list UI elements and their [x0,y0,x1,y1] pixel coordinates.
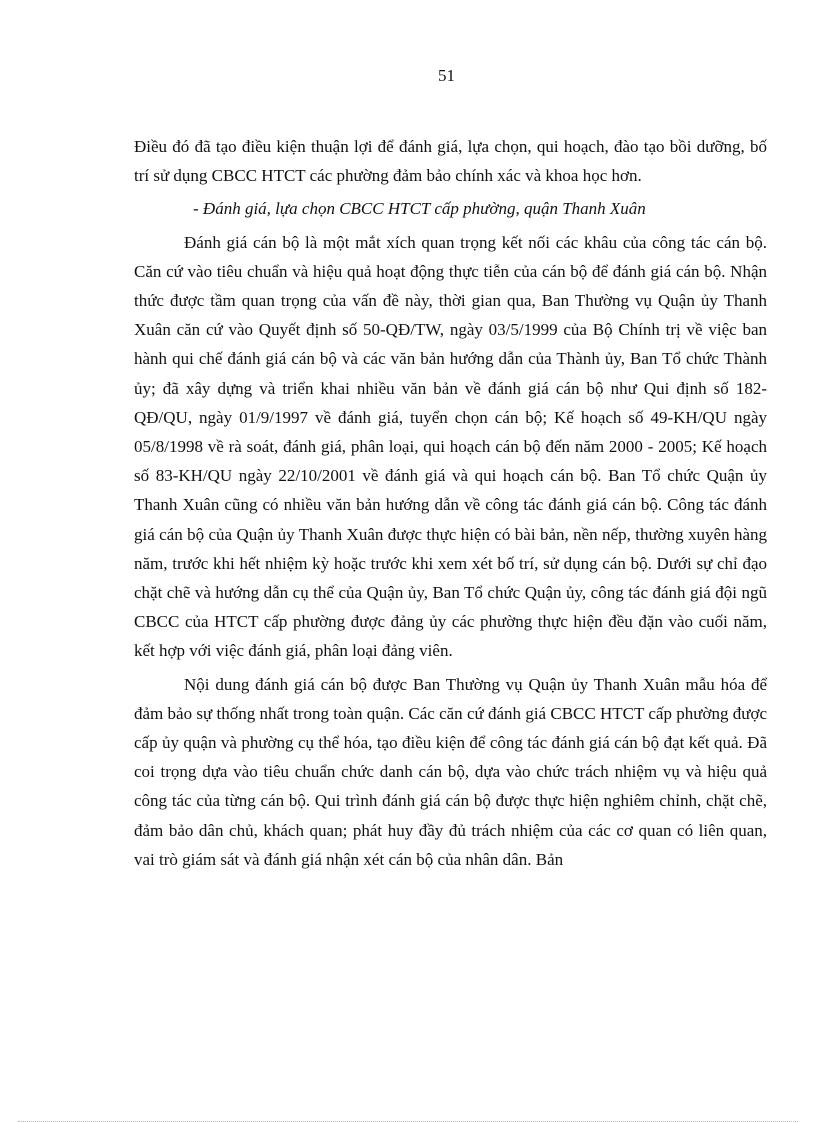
page-number: 51 [438,66,455,85]
section-subheading: - Đánh giá, lựa chọn CBCC HTCT cấp phường, quận Thanh Xuân [193,199,646,219]
paragraph-2: Đánh giá cán bộ là một mắt xích quan trọng kết nối các khâu của công tác cán bộ. Căn cứ vào tiêu chuẩn và hiệu quả hoạt động thực tiễn của cán bộ để đánh giá cán bộ. Nhận thức được tầm quan trọng của vấn đề này, thời gian qua, Ban Thường vụ Quận ủy Thanh Xuân căn cứ vào Quyết định số 50-QĐ/TW, ngày 03/5/1999 của Bộ Chính trị về việc ban hành qui chế đánh giá cán bộ và các văn bản hướng dẫn của Thành ủy, Ban Tổ chức Thành ủy; đã xây dựng và triển khai nhiều văn bản về đánh giá cán bộ như Qui định số 182-QĐ/QU, ngày 01/9/1997 về đánh giá, tuyển chọn cán bộ; Kế hoạch số 49-KH/QU ngày 05/8/1998 về rà soát, đánh giá, phân loại, qui hoạch cán bộ đến năm 2000 - 2005; Kế hoạch số 83-KH/QU ngày 22/10/2001 về đánh giá và qui hoạch cán bộ. Ban Tổ chức Quận ủy Thanh Xuân cũng có nhiều văn bản hướng dẫn về công tác đánh giá cán bộ. Công tác đánh giá cán bộ của Quận ủy Thanh Xuân được thực hiện có bài bản, nền nếp, thường xuyên hàng năm, trước khi hết nhiệm kỳ hoặc trước khi xem xét bố trí, sử dụng cán bộ. Dưới sự chỉ đạo chặt chẽ và hướng dẫn cụ thể của Quận ủy, Ban Tổ chức Quận ủy, công tác đánh giá đội ngũ CBCC của HTCT cấp phường được đảng ủy các phường thực hiện đều đặn vào cuối năm, kết hợp với việc đánh giá, phân loại đảng viên. [134,232,767,661]
document-body [134,132,767,874]
paragraph-3: Nội dung đánh giá cán bộ được Ban Thường vụ Quận ủy Thanh Xuân mẫu hóa để đảm bảo sự thống nhất trong toàn quận. Các căn cứ đánh giá CBCC HTCT cấp phường được cấp ủy quận và phường cụ thể hóa, tạo điều kiện để công tác đánh giá cán bộ đạt kết quả. Đã coi trọng dựa vào tiêu chuẩn chức danh cán bộ, dựa vào chức trách nhiệm vụ và hiệu quả công tác của từng cán bộ. Qui trình đánh giá cán bộ được thực hiện nghiêm chỉnh, chặt chẽ, đảm bảo dân chủ, khách quan; phát huy đầy đủ trách nhiệm của các cơ quan có liên quan, vai trò giám sát và đánh giá nhận xét cán bộ của nhân dân. Bản [134,674,767,869]
paragraph-1: Điều đó đã tạo điều kiện thuận lợi để đánh giá, lựa chọn, qui hoạch, đào tạo bồi dưỡng, bố trí sử dụng CBCC HTCT các phường đảm bảo chính xác và khoa học hơn. [134,137,767,186]
page-bottom-border [18,1121,798,1122]
